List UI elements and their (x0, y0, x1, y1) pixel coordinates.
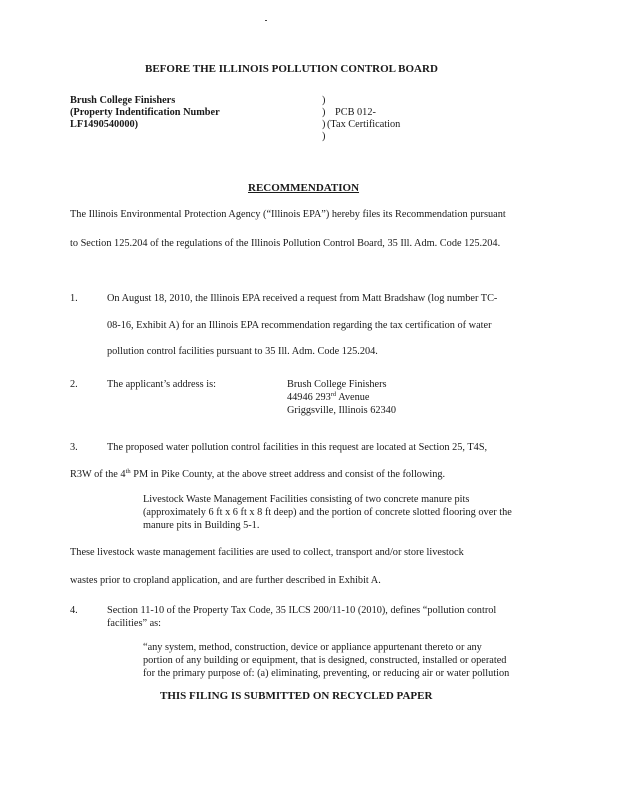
scan-speck (265, 20, 267, 21)
paragraph-3-line-1: The proposed water pollution control facilities in this request are located at Section 25, T4S, (107, 442, 488, 453)
paragraph-1-line-2: 08-16, Exhibit A) for an Illinois EPA recommendation regarding the tax certification of water (107, 320, 492, 331)
facility-description-line-3: manure pits in Building 5-1. (143, 520, 260, 531)
statute-quote-line-1: “any system, method, construction, device or appliance appurtenant thereto or any (143, 642, 482, 653)
paragraph-3-continuation-2: wastes prior to cropland application, and are further described in Exhibit A. (70, 575, 381, 586)
caption-petitioner-name: Brush College Finishers (70, 95, 176, 106)
recycled-paper-notice: THIS FILING IS SUBMITTED ON RECYCLED PAPER (160, 690, 433, 702)
facility-description-line-2: (approximately 6 ft x 6 ft x 8 ft deep) and the portion of concrete slotted flooring over the (143, 507, 512, 518)
statute-quote-line-2: portion of any building or equipment, that is designed, constructed, installed or operated (143, 655, 507, 666)
facility-description-line-1: Livestock Waste Management Facilities consisting of two concrete manure pits (143, 494, 470, 505)
paragraph-4-line-2: facilities” as: (107, 618, 162, 629)
caption-bracket: ) (322, 119, 326, 130)
caption-bracket: ) (322, 95, 326, 106)
caption-bracket: ) (322, 131, 326, 142)
statute-quote-line-3: for the primary purpose of: (a) eliminating, preventing, or reducing air or water pollution (143, 668, 510, 679)
paragraph-2-number: 2. (70, 379, 78, 390)
paragraph-1-line-1: On August 18, 2010, the Illinois EPA received a request from Matt Bradshaw (log number TC- (107, 293, 498, 304)
paragraph-4-number: 4. (70, 605, 78, 616)
paragraph-4-line-1: Section 11-10 of the Property Tax Code, 35 ILCS 200/11-10 (2010), defines “pollution control (107, 605, 497, 616)
paragraph-3-continuation-1: These livestock waste management facilities are used to collect, transport and/or store livestock (70, 547, 464, 558)
address-name: Brush College Finishers (287, 379, 387, 390)
caption-bracket: ) (322, 107, 326, 118)
board-title: BEFORE THE ILLINOIS POLLUTION CONTROL BOARD (145, 63, 438, 75)
intro-line-2: to Section 125.204 of the regulations of the Illinois Pollution Control Board, 35 Ill. Adm. Code 125.204. (70, 238, 501, 249)
paragraph-1-number: 1. (70, 293, 78, 304)
recommendation-heading: RECOMMENDATION (248, 182, 360, 194)
paragraph-3-line-2: R3W of the 4th PM in Pike County, at the above street address and consist of the following. (70, 468, 446, 480)
paragraph-3-number: 3. (70, 442, 78, 453)
address-city: Griggsville, Illinois 62340 (287, 405, 396, 416)
intro-line-1: The Illinois Environmental Protection Agency (“Illinois EPA”) hereby files its Recommendation pursuant (70, 209, 506, 220)
address-street: 44946 293rd Avenue (287, 391, 370, 403)
caption-case-type: (Tax Certification (327, 119, 401, 130)
applicant-address-label: The applicant’s address is: (107, 379, 216, 390)
paragraph-1-line-3: pollution control facilities pursuant to 35 Ill. Adm. Code 125.204. (107, 346, 378, 357)
caption-case-number: PCB 012- (335, 107, 376, 118)
caption-pin-label: (Property Indentification Number (70, 107, 220, 118)
caption-pin-number: LF1490540000) (70, 119, 139, 130)
